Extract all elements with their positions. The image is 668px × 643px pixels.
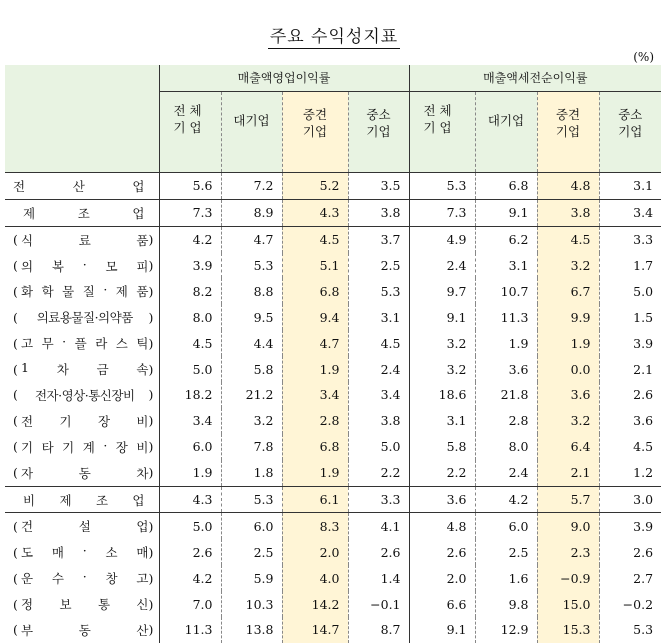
table-row <box>5 199 661 226</box>
cell-value: 7.2 <box>221 172 282 199</box>
cell-value: 4.8 <box>537 172 599 199</box>
table-row <box>5 278 661 304</box>
cell-value: 8.2 <box>192 283 213 299</box>
cell-value: 5.9 <box>221 565 282 591</box>
cell-value: 6.1 <box>282 486 348 513</box>
cell-value: 3.2 <box>221 408 282 434</box>
cell-value: 7.8 <box>221 434 282 460</box>
subheader-operating-0: 전 체 기 업 <box>159 91 221 172</box>
cell-value: 5.2 <box>282 172 348 199</box>
cell-value: 1.5 <box>599 304 661 330</box>
cell-value: 5.3 <box>221 253 282 279</box>
row-label: ( 식 료 품 ) <box>5 226 159 252</box>
cell-value: 2.2 <box>348 460 409 486</box>
cell-value: 4.9 <box>409 226 475 252</box>
cell-value: 2.4 <box>409 253 475 279</box>
cell-value: 15.0 <box>537 591 599 617</box>
table-row <box>5 434 661 460</box>
cell-value: 21.8 <box>475 382 537 408</box>
cell-value: 1.9 <box>192 465 213 481</box>
cell-value: 5.0 <box>599 278 661 304</box>
cell-value: 3.9 <box>192 258 213 273</box>
cell-value: 5.0 <box>159 513 221 539</box>
cell-value: 3.1 <box>475 253 537 279</box>
cell-value: 0.0 <box>537 356 599 382</box>
cell-value: 6.8 <box>475 172 537 199</box>
cell-value: 7.3 <box>159 199 221 226</box>
page-title: 주요 수익성지표 <box>269 27 399 47</box>
cell-value: 10.3 <box>221 591 282 617</box>
cell-value: 13.8 <box>221 617 282 643</box>
cell-value: 5.0 <box>348 434 409 460</box>
cell-value: 9.4 <box>282 304 348 330</box>
cell-value: 14.2 <box>282 591 348 617</box>
cell-value: 8.3 <box>282 513 348 539</box>
row-label: ( 건 설 업 ) <box>5 513 159 539</box>
row-label: 전 산 업 <box>5 172 159 199</box>
cell-value: 2.2 <box>409 460 475 486</box>
cell-value: 4.5 <box>537 226 599 252</box>
cell-value: 1.9 <box>475 330 537 356</box>
table-row <box>5 565 661 591</box>
cell-value: 2.0 <box>282 539 348 565</box>
cell-value: 3.9 <box>599 330 661 356</box>
cell-value: 3.6 <box>537 382 599 408</box>
cell-value: 2.6 <box>409 539 475 565</box>
table-row <box>5 330 661 356</box>
cell-value: 1.9 <box>282 356 348 382</box>
row-label: ( 부 동 산 ) <box>5 617 159 643</box>
cell-value: 3.6 <box>475 356 537 382</box>
cell-value: 2.0 <box>409 565 475 591</box>
cell-value: 1.8 <box>221 460 282 486</box>
profitability-table <box>5 65 661 643</box>
cell-value: 15.3 <box>537 617 599 643</box>
row-label: ( 기 타 기 계 · 장 비 ) <box>5 434 159 460</box>
cell-value: 4.2 <box>159 226 221 252</box>
cell-value: 6.0 <box>475 513 537 539</box>
subheader-pretax-3: 중소 기업 <box>599 91 661 172</box>
cell-value: 2.6 <box>599 539 661 565</box>
cell-value: 3.8 <box>348 199 409 226</box>
cell-value: 14.7 <box>282 617 348 643</box>
cell-value: 3.2 <box>537 408 599 434</box>
cell-value: 6.7 <box>537 278 599 304</box>
cell-value: 4.0 <box>282 565 348 591</box>
cell-value: 2.5 <box>348 253 409 279</box>
cell-value: 3.7 <box>348 226 409 252</box>
row-label: ( 고 무 · 플 라 스 틱 ) <box>5 330 159 356</box>
cell-value: 3.2 <box>409 330 475 356</box>
cell-value: 3.1 <box>348 304 409 330</box>
cell-value: 9.1 <box>409 304 475 330</box>
cell-value: 2.5 <box>221 539 282 565</box>
table-row <box>5 460 661 486</box>
cell-value: 1.2 <box>599 460 661 486</box>
cell-value: 2.5 <box>475 539 537 565</box>
cell-value: 11.3 <box>184 622 213 638</box>
cell-value: 3.2 <box>537 253 599 279</box>
cell-value: 3.1 <box>409 408 475 434</box>
cell-value: 3.2 <box>409 356 475 382</box>
cell-value: 3.6 <box>599 408 661 434</box>
subheader-operating-1: 대기업 <box>221 91 282 172</box>
cell-value: 2.7 <box>599 565 661 591</box>
cell-value: 3.5 <box>348 172 409 199</box>
cell-value: 4.7 <box>221 226 282 252</box>
table-row <box>5 539 661 565</box>
cell-value: 2.1 <box>537 460 599 486</box>
row-label: 제 조 업 <box>5 199 159 226</box>
table-row <box>5 382 661 408</box>
subheader-pretax-1: 대기업 <box>475 91 537 172</box>
subheader-pretax-0: 전 체 기 업 <box>409 91 475 172</box>
cell-value: 4.5 <box>282 226 348 252</box>
row-label: ( 전자·영상·통신장비 ) <box>5 382 159 408</box>
table-row <box>5 513 661 539</box>
corner-cell <box>5 65 159 172</box>
cell-value: 7.3 <box>409 199 475 226</box>
cell-value: 2.3 <box>537 539 599 565</box>
cell-value: 2.6 <box>599 382 661 408</box>
cell-value: 3.8 <box>537 199 599 226</box>
cell-value: 9.5 <box>221 304 282 330</box>
cell-value: 3.8 <box>348 408 409 434</box>
cell-value: 8.0 <box>192 309 213 325</box>
cell-value: 4.5 <box>599 434 661 460</box>
cell-value: 9.1 <box>475 199 537 226</box>
cell-value: 18.6 <box>409 382 475 408</box>
subheader-operating-3: 중소 기업 <box>348 91 409 172</box>
cell-value: 4.3 <box>282 199 348 226</box>
row-label: ( 도 매 · 소 매 ) <box>5 539 159 565</box>
cell-value: 1.9 <box>537 330 599 356</box>
cell-value: 4.5 <box>348 330 409 356</box>
cell-value: 3.4 <box>599 199 661 226</box>
table-row <box>5 253 661 279</box>
cell-value: 7.0 <box>192 596 213 612</box>
table-row <box>5 486 661 513</box>
cell-value: 9.1 <box>409 617 475 643</box>
cell-value: 6.0 <box>221 513 282 539</box>
cell-value: 2.4 <box>475 460 537 486</box>
cell-value: 2.1 <box>599 356 661 382</box>
row-label: ( 자 동 차 ) <box>5 460 159 486</box>
cell-value: 3.4 <box>348 382 409 408</box>
cell-value: 8.9 <box>221 199 282 226</box>
cell-value: 8.8 <box>221 278 282 304</box>
cell-value: 4.8 <box>409 513 475 539</box>
cell-value: 3.9 <box>599 513 661 539</box>
row-label: 비 제 조 업 <box>5 486 159 513</box>
unit-label: (%) <box>633 50 654 64</box>
table-row <box>5 172 661 199</box>
cell-value: 6.8 <box>282 434 348 460</box>
cell-value: 4.4 <box>221 330 282 356</box>
table-row <box>5 304 661 330</box>
cell-value: 5.3 <box>221 486 282 513</box>
subheader-pretax-2: 중견 기업 <box>537 91 599 172</box>
cell-value: 4.2 <box>192 570 213 586</box>
cell-value: 1.6 <box>475 565 537 591</box>
row-label: ( 의 복 · 모 피 ) <box>5 253 159 279</box>
cell-value: 3.6 <box>409 486 475 513</box>
row-label: ( 운 수 · 창 고 ) <box>5 565 159 591</box>
cell-value: −0.1 <box>348 591 409 617</box>
cell-value: 9.7 <box>409 278 475 304</box>
cell-value: 3.3 <box>348 486 409 513</box>
table-row <box>5 591 661 617</box>
cell-value: 5.7 <box>537 486 599 513</box>
table-row <box>5 356 661 382</box>
cell-value: 9.9 <box>537 304 599 330</box>
cell-value: 12.9 <box>475 617 537 643</box>
cell-value: 1.7 <box>599 253 661 279</box>
cell-value: 6.2 <box>475 226 537 252</box>
cell-value: 4.1 <box>348 513 409 539</box>
cell-value: 10.7 <box>475 278 537 304</box>
table-row <box>5 226 661 252</box>
table-row <box>5 617 661 643</box>
cell-value: 6.4 <box>537 434 599 460</box>
row-label: ( 전 기 장 비 ) <box>5 408 159 434</box>
cell-value: 1.9 <box>282 460 348 486</box>
cell-value: 21.2 <box>221 382 282 408</box>
cell-value: 5.1 <box>282 253 348 279</box>
subheader-operating-2: 중견 기업 <box>282 91 348 172</box>
cell-value: 6.8 <box>282 278 348 304</box>
group-header-operating: 매출액영업이익률 <box>159 65 409 91</box>
cell-value: 6.6 <box>409 591 475 617</box>
cell-value: 3.4 <box>282 382 348 408</box>
row-label: ( 화 학 물 질 · 제 품 ) <box>5 278 159 304</box>
cell-value: 4.2 <box>475 486 537 513</box>
cell-value: 3.1 <box>599 172 661 199</box>
cell-value: 5.8 <box>221 356 282 382</box>
cell-value: 2.8 <box>282 408 348 434</box>
row-label: ( 의료용물질·의약품 ) <box>5 304 159 330</box>
cell-value: −0.2 <box>599 591 661 617</box>
cell-value: 6.0 <box>192 439 213 455</box>
cell-value: 1.4 <box>348 565 409 591</box>
cell-value: 4.5 <box>192 335 213 351</box>
cell-value: 3.0 <box>599 486 661 513</box>
cell-value: 4.3 <box>159 486 221 513</box>
cell-value: 2.6 <box>348 539 409 565</box>
cell-value: 4.7 <box>282 330 348 356</box>
cell-value: 3.4 <box>192 413 213 429</box>
cell-value: 2.4 <box>348 356 409 382</box>
cell-value: 5.3 <box>599 617 661 643</box>
cell-value: 18.2 <box>184 387 213 403</box>
cell-value: 8.7 <box>348 617 409 643</box>
table-row <box>5 408 661 434</box>
cell-value: 3.3 <box>599 226 661 252</box>
cell-value: 2.8 <box>475 408 537 434</box>
group-header-pretax: 매출액세전순이익률 <box>409 65 661 91</box>
cell-value: 2.6 <box>192 544 213 560</box>
cell-value: 9.0 <box>537 513 599 539</box>
cell-value: 5.0 <box>192 361 213 377</box>
row-label: ( 정 보 통 신 ) <box>5 591 159 617</box>
cell-value: 5.3 <box>409 172 475 199</box>
cell-value: 11.3 <box>475 304 537 330</box>
cell-value: 5.8 <box>409 434 475 460</box>
cell-value: 5.6 <box>159 172 221 199</box>
row-label: ( 1 차 금 속 ) <box>5 356 159 382</box>
cell-value: 5.3 <box>348 278 409 304</box>
cell-value: 8.0 <box>475 434 537 460</box>
cell-value: −0.9 <box>537 565 599 591</box>
cell-value: 9.8 <box>475 591 537 617</box>
